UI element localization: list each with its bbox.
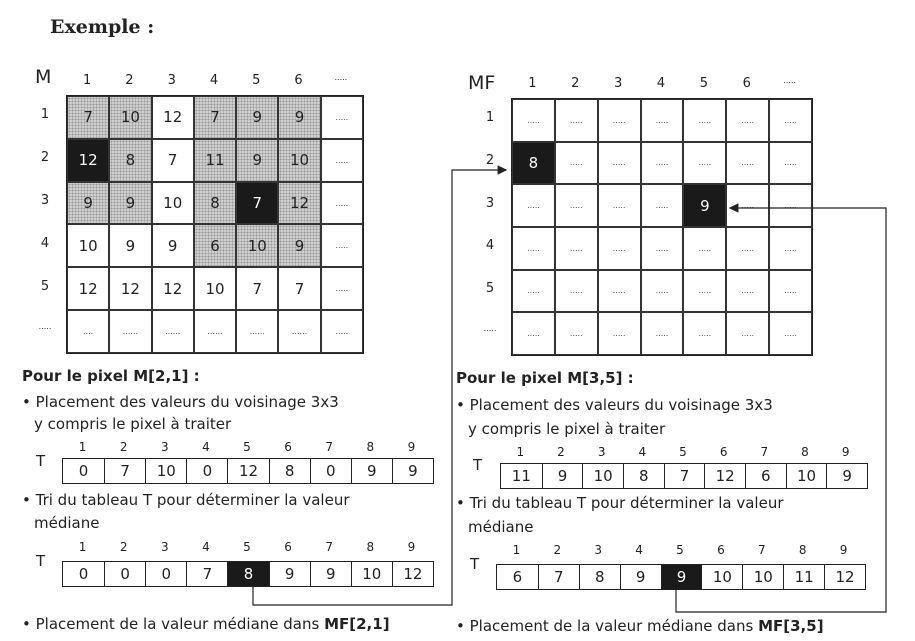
array-index: 4 xyxy=(635,543,643,557)
matrix-m-cell: 7 xyxy=(236,182,278,225)
sorted-array-cell: 9 xyxy=(269,562,310,586)
left-median-arrow xyxy=(253,170,506,605)
matrix-mf-cell: ..... xyxy=(769,270,812,313)
array-index: 1 xyxy=(78,540,87,554)
matrix-mf-column-header: 3 xyxy=(613,76,623,91)
matrix-mf-column-header: 6 xyxy=(742,76,751,91)
array-index: 9 xyxy=(407,540,416,554)
matrix-mf-cell: ..... xyxy=(683,227,726,270)
matrix-m-cell: ...... xyxy=(278,310,320,353)
matrix-m-cell: 12 xyxy=(109,267,151,310)
array-cell: 10 xyxy=(786,464,827,488)
array-index: 5 xyxy=(679,445,687,459)
array-index: 8 xyxy=(798,543,807,557)
matrix-m-row-header: 3 xyxy=(40,193,50,209)
matrix-m-cell: 12 xyxy=(152,267,194,310)
matrix-m-cell: .... xyxy=(67,310,109,353)
array-cell: 10 xyxy=(145,459,186,483)
matrix-mf-cell: 8 xyxy=(512,142,555,185)
matrix-mf-cell: ..... xyxy=(598,270,641,313)
matrix-mf-row-header: ..... xyxy=(483,323,497,333)
array-index: 8 xyxy=(366,440,375,454)
array-index: 4 xyxy=(202,440,210,454)
matrix-m-cell: ..... xyxy=(321,224,363,267)
matrix-m-cell: 7 xyxy=(236,267,278,310)
matrix-m-cell: 7 xyxy=(67,96,109,139)
example-title: Exemple : xyxy=(50,16,155,38)
sorted-array-cell: 10 xyxy=(351,562,392,586)
matrix-mf-column-header: 4 xyxy=(656,76,666,91)
array-index: 1 xyxy=(512,543,521,557)
matrix-m-column-header: ..... xyxy=(334,73,348,82)
matrix-m-cell: 9 xyxy=(67,182,109,225)
matrix-m-cell: ..... xyxy=(321,139,363,182)
matrix-mf-cell: ..... xyxy=(641,270,684,313)
matrix-mf-cell: ..... xyxy=(512,99,555,142)
right-heading: Pour le pixel M[3,5] : xyxy=(456,369,634,387)
matrix-mf-cell: ..... xyxy=(726,99,769,142)
left-step3: • Placement de la valeur médiane dans MF[2,1] xyxy=(22,615,390,633)
array-index: 6 xyxy=(284,540,292,554)
array-cell: 9 xyxy=(826,464,867,488)
matrix-mf-cell: ..... xyxy=(641,312,684,355)
right-step1-cont: y compris le pixel à traiter xyxy=(468,420,666,438)
right-step2: • Tri du tableau T pour déterminer la valeur xyxy=(456,494,784,512)
matrix-mf-cell: ..... xyxy=(641,142,684,185)
sorted-array-cell: 6 xyxy=(512,568,523,586)
array-index: 5 xyxy=(243,440,251,454)
matrix-mf-cell: ..... xyxy=(769,184,812,227)
left-sorted-label: T xyxy=(36,552,46,570)
matrix-m-row-header: 2 xyxy=(40,150,50,166)
array-index: 6 xyxy=(717,543,725,557)
array-cell: 12 xyxy=(704,464,745,488)
matrix-m-cell: 9 xyxy=(236,96,278,139)
matrix-m-cell: ..... xyxy=(321,310,363,353)
left-heading: Pour le pixel M[2,1] : xyxy=(22,367,200,385)
array-index: 1 xyxy=(78,440,87,454)
matrix-m-cell: 9 xyxy=(278,96,320,139)
matrix-mf-cell: ..... xyxy=(726,142,769,185)
matrix-m-cell: 10 xyxy=(194,267,236,310)
matrix-mf-cell: ..... xyxy=(555,99,598,142)
matrix-m-column-header: 2 xyxy=(125,73,134,88)
matrix-mf-cell: ..... xyxy=(555,312,598,355)
matrix-m-cell: ...... xyxy=(236,310,278,353)
matrix-m-cell: ..... xyxy=(321,96,363,139)
matrix-m-cell: 12 xyxy=(67,267,109,310)
array-cell: 9 xyxy=(351,459,392,483)
right-step3: • Placement de la valeur médiane dans MF[3,5] xyxy=(456,617,824,635)
array-index: 3 xyxy=(160,440,169,454)
array-index: 8 xyxy=(801,445,809,459)
array-index: 3 xyxy=(160,540,169,554)
array-index: 2 xyxy=(119,440,128,454)
matrix-m-cell: 10 xyxy=(278,139,320,182)
matrix-mf-cell: ..... xyxy=(769,312,812,355)
matrix-mf-cell: ..... xyxy=(769,142,812,185)
array-index: 5 xyxy=(676,543,684,557)
matrix-m-cell: 10 xyxy=(109,96,151,139)
matrix-mf-cell: ..... xyxy=(555,227,598,270)
array-index: 7 xyxy=(325,540,334,554)
array-cell: 9 xyxy=(542,464,583,488)
matrix-mf-cell: ..... xyxy=(555,184,598,227)
sorted-array-cell: 9 xyxy=(310,562,351,586)
matrix-mf-cell: ..... xyxy=(769,99,812,142)
array-cell: 0 xyxy=(78,462,89,480)
matrix-mf-cell: ..... xyxy=(683,99,726,142)
matrix-mf-cell: ..... xyxy=(726,270,769,313)
matrix-m-cell: 9 xyxy=(152,224,194,267)
matrix-mf-cell: ..... xyxy=(512,227,555,270)
matrix-m-cell: 12 xyxy=(67,139,109,182)
matrix-m-cell: ..... xyxy=(321,267,363,310)
right-t-label: T xyxy=(473,456,483,474)
sorted-array-cell: 9 xyxy=(620,565,661,589)
matrix-mf-row-header: 1 xyxy=(485,110,495,126)
matrix-mf-column-header: 5 xyxy=(699,76,708,91)
matrix-m-cell: 12 xyxy=(278,182,320,225)
matrix-mf-row-header: 4 xyxy=(485,238,495,254)
matrix-mf-cell: 9 xyxy=(683,184,726,227)
matrix-mf-cell: ..... xyxy=(598,184,641,227)
matrix-mf-row-header: 2 xyxy=(485,153,495,168)
array-cell: 8 xyxy=(269,459,310,483)
matrix-m-cell: 7 xyxy=(152,139,194,182)
sorted-array-cell: 7 xyxy=(186,562,227,586)
matrix-mf-cell: ..... xyxy=(726,184,769,227)
matrix-mf-column-header: 1 xyxy=(528,76,537,91)
sorted-array-cell: 11 xyxy=(783,565,824,589)
matrix-mf-cell: ..... xyxy=(683,312,726,355)
array-index: 2 xyxy=(119,540,128,554)
matrix-mf-cell: ..... xyxy=(512,270,555,313)
matrix-m-cell: ...... xyxy=(152,310,194,353)
array-cell: 6 xyxy=(745,464,786,488)
array-index: 8 xyxy=(366,540,375,554)
matrix-m-cell: 12 xyxy=(152,96,194,139)
left-t-label: T xyxy=(36,452,46,470)
sorted-array-cell: 12 xyxy=(392,562,433,586)
matrix-mf-cell: ..... xyxy=(641,227,684,270)
sorted-array-cell: 8 xyxy=(579,565,620,589)
matrix-m-cell: 7 xyxy=(278,267,320,310)
matrix-mf-cell: ..... xyxy=(641,99,684,142)
array-index: 4 xyxy=(638,445,647,459)
left-step1: • Placement des valeurs du voisinage 3x3 xyxy=(22,393,339,411)
array-index: 1 xyxy=(516,445,525,459)
matrix-m-column-header: 3 xyxy=(167,73,176,88)
array-index: 6 xyxy=(284,440,292,454)
array-cell: 8 xyxy=(623,464,664,488)
matrix-m-cell: ...... xyxy=(194,310,236,353)
sorted-array-cell: 7 xyxy=(538,565,579,589)
array-index: 5 xyxy=(243,540,251,554)
matrix-m-cell: ..... xyxy=(321,182,363,225)
matrix-m-cell: ...... xyxy=(109,310,151,353)
array-index: 7 xyxy=(760,445,769,459)
array-index: 9 xyxy=(839,543,848,557)
matrix-m-row-header: 4 xyxy=(40,235,50,251)
matrix-mf-cell: ..... xyxy=(555,270,598,313)
right-step2-cont: médiane xyxy=(468,518,534,536)
matrix-mf-cell: ..... xyxy=(598,312,641,355)
matrix-mf-column-header: 2 xyxy=(571,76,580,91)
matrix-m-cell: 8 xyxy=(109,139,151,182)
matrix-m-row-header: 1 xyxy=(40,107,50,123)
sorted-array-cell: 10 xyxy=(742,565,783,589)
matrix-m-cell: 9 xyxy=(109,182,151,225)
matrix-m-column-header: 6 xyxy=(294,73,303,88)
array-index: 9 xyxy=(841,445,850,459)
matrix-m-cell: 8 xyxy=(194,182,236,225)
sorted-array-cell: 9 xyxy=(661,565,702,589)
array-index: 2 xyxy=(557,445,565,459)
matrix-m-cell: 9 xyxy=(278,224,320,267)
sorted-array-cell: 0 xyxy=(145,562,186,586)
array-index: 7 xyxy=(757,543,766,557)
matrix-m-column-header: 4 xyxy=(209,73,219,88)
sorted-array-cell: 12 xyxy=(824,565,865,589)
array-index: 6 xyxy=(719,445,728,459)
array-index: 2 xyxy=(553,543,562,557)
right-median-arrow xyxy=(676,208,886,612)
sorted-array-cell: 0 xyxy=(104,562,145,586)
matrix-mf-cell: ..... xyxy=(512,184,555,227)
array-cell: 7 xyxy=(664,464,705,488)
matrix-mf-cell: ..... xyxy=(769,227,812,270)
sorted-array-cell: 10 xyxy=(701,565,742,589)
matrix-mf-cell: ..... xyxy=(726,312,769,355)
matrix-mf-cell: ..... xyxy=(555,142,598,185)
array-cell: 12 xyxy=(227,459,268,483)
matrix-m-column-header: 1 xyxy=(83,73,92,88)
left-step1-cont: y compris le pixel à traiter xyxy=(34,415,232,433)
array-cell: 10 xyxy=(582,464,623,488)
array-index: 3 xyxy=(597,445,606,459)
matrix-m-row-header: ..... xyxy=(38,321,52,331)
matrix-mf-cell: ..... xyxy=(512,312,555,355)
array-index: 4 xyxy=(202,540,210,554)
right-step1: • Placement des valeurs du voisinage 3x3 xyxy=(456,396,773,414)
matrix-m-cell: 7 xyxy=(194,96,236,139)
array-cell: 11 xyxy=(511,467,531,485)
matrix-m-cell: 10 xyxy=(67,224,109,267)
matrix-mf-column-header: ..... xyxy=(783,76,796,85)
matrix-mf-row-header: 5 xyxy=(485,281,495,296)
array-cell: 0 xyxy=(186,459,227,483)
left-step2-cont: médiane xyxy=(34,514,100,532)
left-step2: • Tri du tableau T pour déterminer la valeur xyxy=(22,491,350,509)
matrix-mf-cell: ..... xyxy=(683,270,726,313)
matrix-mf-cell: ..... xyxy=(598,227,641,270)
array-index: 7 xyxy=(325,440,334,454)
right-sorted-label: T xyxy=(470,555,480,573)
matrix-mf-label: MF xyxy=(468,72,496,94)
matrix-m-cell: 6 xyxy=(194,224,236,267)
sorted-array-cell: 0 xyxy=(78,565,89,583)
matrix-m-column-header: 5 xyxy=(252,73,261,88)
array-cell: 9 xyxy=(392,459,433,483)
array-index: 9 xyxy=(407,440,416,454)
matrix-m-cell: 9 xyxy=(109,224,151,267)
matrix-mf-cell: ..... xyxy=(598,99,641,142)
matrix-mf-cell: ..... xyxy=(598,142,641,185)
array-index: 3 xyxy=(594,543,603,557)
array-cell: 0 xyxy=(310,459,351,483)
sorted-array-cell: 8 xyxy=(227,562,268,586)
matrix-mf-cell: ..... xyxy=(641,184,684,227)
matrix-mf-row-header: 3 xyxy=(485,195,495,211)
array-cell: 7 xyxy=(104,459,145,483)
matrix-m-cell: 11 xyxy=(194,139,236,182)
matrix-m-cell: 9 xyxy=(236,139,278,182)
matrix-m-label: M xyxy=(35,66,52,88)
matrix-m-cell: 10 xyxy=(152,182,194,225)
matrix-mf-cell: ..... xyxy=(683,142,726,185)
matrix-mf-cell: ..... xyxy=(726,227,769,270)
matrix-m-row-header: 5 xyxy=(40,278,50,294)
matrix-m-cell: 10 xyxy=(236,224,278,267)
